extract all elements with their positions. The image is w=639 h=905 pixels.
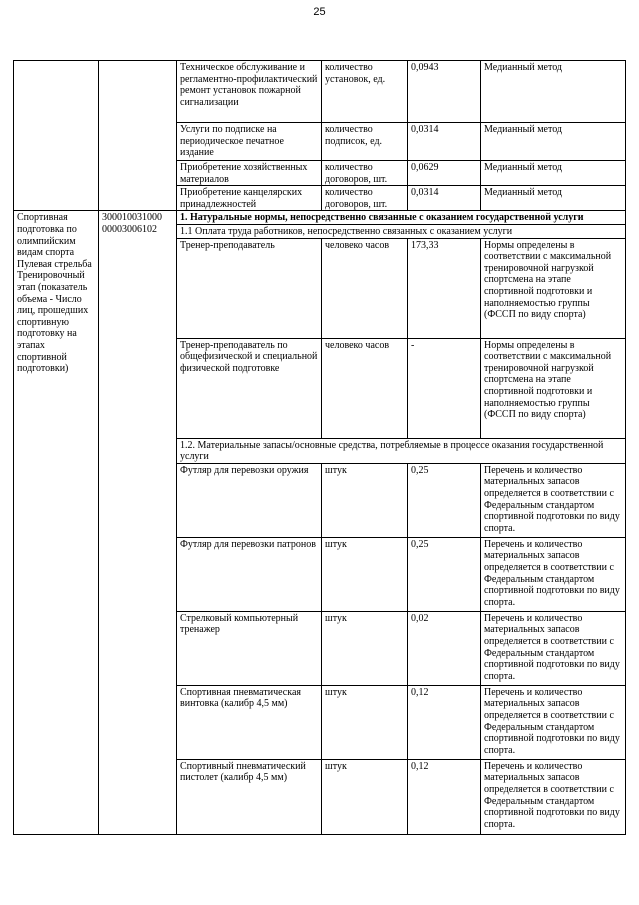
method-cell: Медианный метод [481,123,626,161]
item-cell: Стрелковый компьютерный тренажер [177,611,322,685]
service-name-cell: Спортивная подготовка по олимпийским видам спорта Пулевая стрельба Тренировочный этап (показатель объема - Число лиц, прошедших спортивную подготовку на этапах спортивной подготовки) [14,211,99,834]
note-cell: Перечень и количество материальных запасов определяется в соответствии с Федеральным стандартом спортивной подготовки по виду спорта. [481,537,626,611]
note-cell: Перечень и количество материальных запасов определяется в соответствии с Федеральным стандартом спортивной подготовки по виду спорта. [481,759,626,834]
note-cell: Нормы определены в соответствии с максимальной тренировочной нагрузкой спортсмена на этапе спортивной подготовки и наполняемостью группы (ФССП по виду спорта) [481,338,626,438]
item-cell: Спортивная пневматическая винтовка (калибр 4,5 мм) [177,685,322,759]
unit-cell: штук [322,685,408,759]
page-number: 25 [313,6,326,18]
value-cell: 0,02 [408,611,481,685]
value-cell: 0,12 [408,759,481,834]
item-cell: Техническое обслуживание и регламентно-профилактический ремонт установок пожарной сигнализации [177,61,322,123]
section-1-title: 1. Натуральные нормы, непосредственно связанные с оказанием государственной услуги [177,211,626,225]
item-cell: Приобретение канцелярских принадлежностей [177,186,322,211]
item-cell: Спортивный пневматический пистолет (калибр 4,5 мм) [177,759,322,834]
item-cell: Тренер-преподаватель по общефизической и специальной физической подготовке [177,338,322,438]
unit-cell: количество договоров, шт. [322,161,408,186]
unit-cell: количество подписок, ед. [322,123,408,161]
value-cell: 173,33 [408,238,481,338]
item-cell: Приобретение хозяйственных материалов [177,161,322,186]
value-cell: 0,25 [408,537,481,611]
code-cell-empty [99,61,177,211]
method-cell: Медианный метод [481,61,626,123]
item-cell: Услуги по подписке на периодическое печатное издание [177,123,322,161]
value-cell: 0,25 [408,463,481,537]
section-heading-row [14,211,626,225]
item-cell: Футляр для перевозки оружия [177,463,322,537]
unit-cell: штук [322,611,408,685]
item-cell: Футляр для перевозки патронов [177,537,322,611]
method-cell: Медианный метод [481,186,626,211]
table-row [14,61,626,123]
value-cell: 0,0314 [408,123,481,161]
value-cell: 0,0943 [408,61,481,123]
method-cell: Медианный метод [481,161,626,186]
unit-cell: штук [322,463,408,537]
unit-cell: человеко часов [322,238,408,338]
value-cell: - [408,338,481,438]
unit-cell: человеко часов [322,338,408,438]
note-cell: Перечень и количество материальных запасов определяется в соответствии с Федеральным стандартом спортивной подготовки по виду спорта. [481,685,626,759]
unit-cell: количество установок, ед. [322,61,408,123]
norms-table [13,60,626,835]
note-cell: Перечень и количество материальных запасов определяется в соответствии с Федеральным стандартом спортивной подготовки по виду спорта. [481,611,626,685]
item-cell: Тренер-преподаватель [177,238,322,338]
unit-cell: штук [322,759,408,834]
value-cell: 0,12 [408,685,481,759]
note-cell: Перечень и количество материальных запасов определяется в соответствии с Федеральным стандартом спортивной подготовки по виду спорта. [481,463,626,537]
service-code-cell: 300010031000 00003006102 [99,211,177,834]
value-cell: 0,0629 [408,161,481,186]
section-1-2-title: 1.2. Материальные запасы/основные средства, потребляемые в процессе оказания государственной услуги [177,438,626,463]
service-cell-empty [14,61,99,211]
section-1-1-title: 1.1 Оплата труда работников, непосредственно связанных с оказанием услуги [177,224,626,238]
unit-cell: количество договоров, шт. [322,186,408,211]
unit-cell: штук [322,537,408,611]
note-cell: Нормы определены в соответствии с максимальной тренировочной нагрузкой спортсмена на этапе спортивной подготовки и наполняемостью группы (ФССП по виду спорта) [481,238,626,338]
value-cell: 0,0314 [408,186,481,211]
